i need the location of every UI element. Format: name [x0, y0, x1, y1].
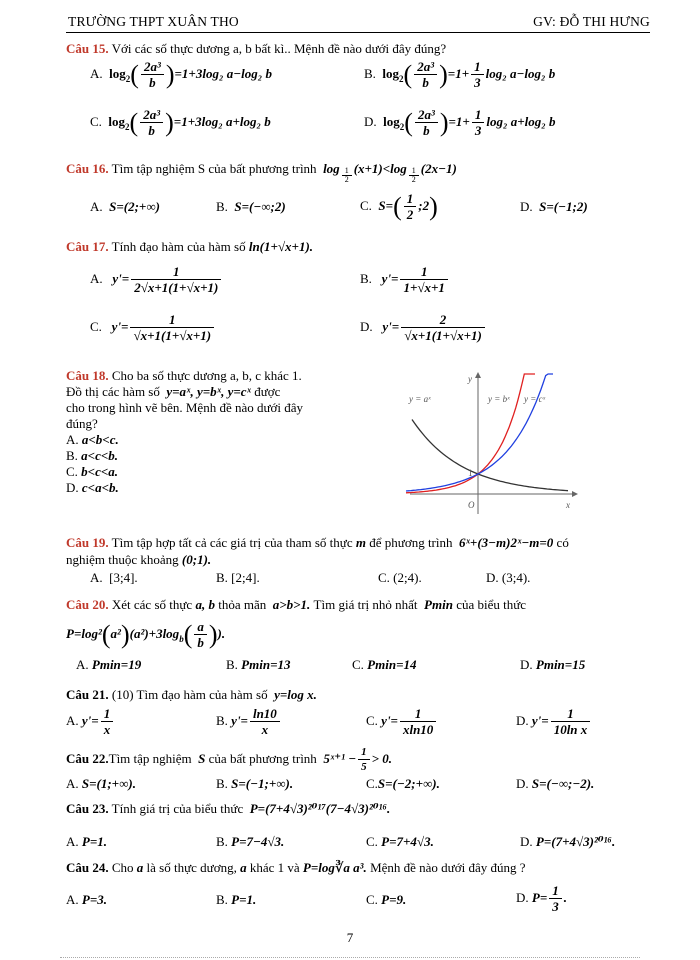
q24-option-b[interactable]: B. P=1. [216, 892, 257, 907]
question-19: Câu 19. Tìm tập hợp tất cả các giá trị của tham số thực m để phương trình 6ˣ+(3−m)2ˣ−m=0 có [66, 535, 569, 550]
q23-option-a[interactable]: A. P=1. [66, 834, 107, 849]
curve-y-a-x [412, 420, 568, 491]
q21-option-d[interactable]: D. y'= $\frac{1}{\text{10ln x}}$ [516, 707, 592, 737]
q20-option-b[interactable]: B. Pmin=13 [226, 657, 291, 672]
q18-option-b[interactable]: B. a<c<b. [66, 448, 119, 463]
q16-option-d[interactable]: D. S=(−1;2) [520, 199, 588, 214]
question-24: Câu 24. Cho a là số thực dương, a khác 1 và P=log∛a a³. Mệnh đề nào dưới đây đúng ? [66, 860, 526, 875]
footer-rule [60, 957, 640, 958]
label-o: O [468, 500, 475, 510]
question-20: Câu 20. Xét các số thực a, b thỏa mãn a>b>1. Tìm giá trị nhỏ nhất Pmin của biểu thức [66, 597, 527, 612]
school-name: TRƯỜNG THPT XUÂN THO [68, 14, 239, 29]
q20-option-a[interactable]: A. Pmin=19 [76, 657, 142, 672]
q19-option-d[interactable]: D. (3;4). [486, 570, 531, 585]
q24-option-a[interactable]: A. P=3. [66, 892, 107, 907]
label-b: y = bˣ [488, 394, 510, 404]
q17-option-a[interactable]: A. y'= $\frac{1}{2√x+1(1+√x+1)}$ [90, 265, 223, 295]
teacher-name: GV: ĐỖ THI HƯNG [533, 14, 650, 29]
question-21: Câu 21. (10) Tìm đạo hàm của hàm số y=log x. [66, 687, 317, 702]
question-18: Câu 18. Cho ba số thực dương a, b, c khác 1. Đồ thị các hàm số y=aˣ, y=bˣ, y=cˣ được cho trong hình vẽ bên. Mệnh đề nào dưới đây đúng? A. a<b<c. B. a<c<b. C. b<c<a. D. c<a<b. [66, 368, 304, 495]
q22-option-b[interactable]: B. S=(−1;+∞). [216, 776, 294, 791]
q16-option-b[interactable]: B. S=(−∞;2) [216, 199, 286, 214]
q15-option-d[interactable]: D. $\log_2$( $\frac{\text{2a³}}{b}$ )=1+ $\frac{1}{3}$ log₂ a+log₂ b [364, 107, 556, 138]
q19-option-a[interactable]: A. [3;4]. [90, 570, 138, 585]
q19-option-b[interactable]: B. [2;4]. [216, 570, 260, 585]
q23-option-b[interactable]: B. P=7−4√3. [216, 834, 285, 849]
curve-y-c-x [406, 374, 553, 491]
question-15: Câu 15. Với các số thực dương a, b bất kì.. Mệnh đề nào dưới đây đúng? [66, 41, 447, 56]
q21-option-c[interactable]: C. y'= $\frac{1}{xln10}$ [366, 707, 438, 737]
q24-option-d[interactable]: D. P= $\frac{1}{3}$ . [516, 883, 567, 914]
q18-option-c[interactable]: C. b<c<a. [66, 464, 119, 479]
q20-option-d[interactable]: D. Pmin=15 [520, 657, 586, 672]
label-x: x [566, 500, 570, 510]
label-one: 1 [468, 468, 473, 478]
page-header [66, 14, 650, 33]
question-19-line2: nghiệm thuộc khoảng (0;1). [66, 552, 212, 567]
q15-option-c[interactable]: C. $\log_2$( $\frac{\text{2a³}}{b}$ )=1+3log₂ a+log₂ b [90, 107, 271, 138]
label-y: y [468, 374, 472, 384]
question-23: Câu 23. Tính giá trị của biểu thức P=(7+4√3)²⁰¹⁷(7−4√3)²⁰¹⁶. [66, 801, 391, 816]
q20-option-c[interactable]: C. Pmin=14 [352, 657, 417, 672]
q20-expression: $P=\log^2(a^2)(a^2)+3\log_b$( $\frac{a}{b}$ )). [66, 619, 226, 650]
q17-option-b[interactable]: B. y'= $\frac{1}{1+√x+1}$ [360, 265, 450, 295]
q24-option-c[interactable]: C. P=9. [366, 892, 407, 907]
exponential-graph [402, 368, 582, 518]
q22-option-d[interactable]: D. S=(−∞;−2). [516, 776, 595, 791]
q23-option-c[interactable]: C. P=7+4√3. [366, 834, 434, 849]
q18-option-d[interactable]: D. c<a<b. [66, 480, 119, 495]
q16-option-c[interactable]: C. S=( $\frac{1}{2}$ ;2) [360, 191, 438, 222]
q22-option-a[interactable]: A. S=(1;+∞). [66, 776, 136, 791]
q23-option-d[interactable]: D. P=(7+4√3)²⁰¹⁶. [520, 834, 616, 849]
q17-option-d[interactable]: D. y'= $\frac{2}{√x+1(1+√x+1)}$ [360, 313, 487, 343]
q17-option-c[interactable]: C. y'= $\frac{1}{√x+1(1+√x+1)}$ [90, 313, 216, 343]
q19-option-c[interactable]: C. (2;4). [378, 570, 422, 585]
question-22: Câu 22.Tìm tập nghiệm S của bất phương trình 5ˣ⁺¹ − $\frac{1}{5}$ > 0. [66, 746, 393, 773]
question-16: Câu 16. Tìm tập nghiệm S của bất phương trình log $\frac{1}{2}$ (x+1)<log $\frac{1}{2}$ (2x−1) [66, 161, 457, 184]
page-number: 7 [346, 930, 354, 945]
label-c: y = cˣ [524, 394, 546, 404]
q18-option-a[interactable]: A. a<b<c. [66, 432, 119, 447]
q21-option-a[interactable]: A. y'= $\frac{1}{x}$ [66, 707, 115, 737]
q21-option-b[interactable]: B. y'= $\frac{\ln 10}{x}$ [216, 707, 282, 737]
q16-option-a[interactable]: A. S=(2;+∞) [90, 199, 160, 214]
q22-option-c[interactable]: C.S=(−2;+∞). [366, 776, 440, 791]
question-17: Câu 17. Tính đạo hàm của hàm số ln(1+√x+1). [66, 239, 314, 254]
q15-option-a[interactable]: A. $\log_2$( $\frac{\text{2a³}}{b}$ )=1+3log₂ a−log₂ b [90, 59, 272, 90]
q15-option-b[interactable]: B. $\log_2$( $\frac{\text{2a³}}{b}$ )=1+ $\frac{1}{3}$ log₂ a−log₂ b [364, 59, 556, 90]
label-a: y = aˣ [409, 394, 431, 404]
